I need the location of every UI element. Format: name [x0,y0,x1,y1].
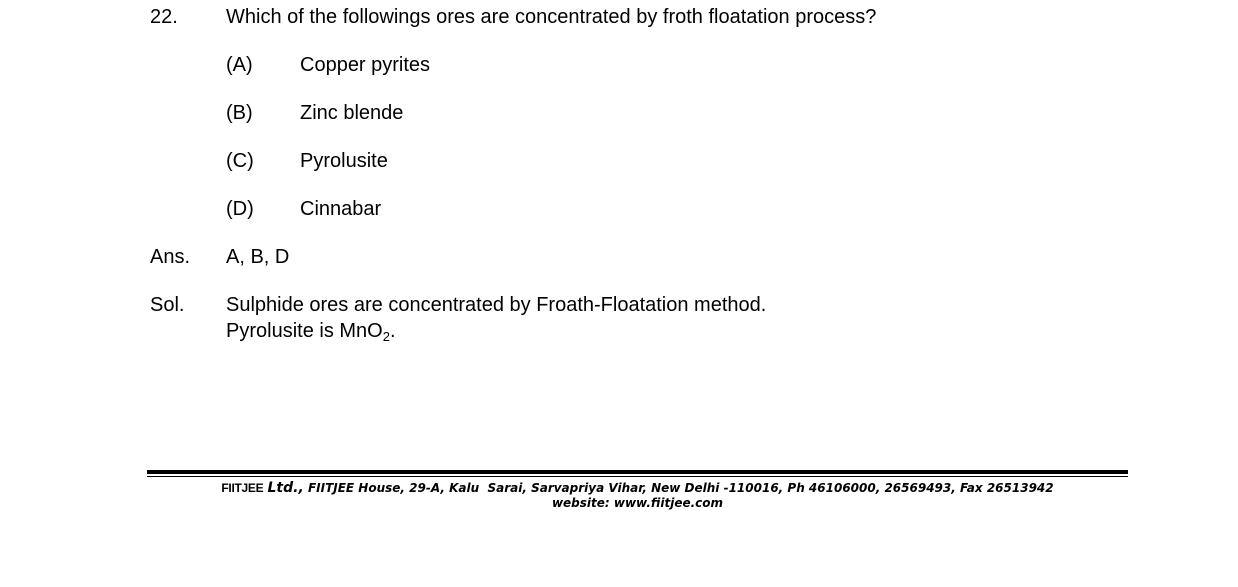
footer-divider-thin [147,476,1128,477]
footer [147,481,1128,511]
solution-line-2-prefix: Pyrolusite is [226,320,340,342]
footer-address: FIITJEE House, 29-A, Kalu Sarai, Sarvapriya Vihar, New Delhi -110016, Ph 46106000, 26569493, Fax 26513942 [303,481,1054,495]
option-a-text: Copper pyrites [300,54,431,76]
solution-line-2-suffix: . [389,320,396,342]
solution-line-1: Sulphide ores are concentrated by Froath-Floatation method. [226,294,767,316]
question-number: 22. [150,6,178,28]
option-d-letter: (D) [226,198,254,220]
solution-label: Sol. [150,294,185,316]
footer-divider-thick [147,470,1128,474]
formula-subscript: 2 [382,329,390,344]
option-b-text: Zinc blende [300,102,404,124]
option-c-text: Pyrolusite [300,150,388,172]
answer-label: Ans. [150,246,191,268]
footer-address-line [147,481,1128,496]
formula-base: MnO [339,320,383,342]
question-text: Which of the followings ores are concentrated by froth floatation process? [226,6,877,28]
option-c-letter: (C) [226,150,254,172]
option-b-letter: (B) [226,102,253,124]
option-a-letter: (A) [226,54,253,76]
answer-text: A, B, D [226,246,290,268]
footer-ltd: Ltd., [267,480,304,496]
footer-brand: FIITJEE [221,481,264,495]
option-d-text: Cinnabar [300,198,382,220]
footer-website: website: www.fiitjee.com [551,496,724,510]
solution-line-2 [226,319,396,343]
